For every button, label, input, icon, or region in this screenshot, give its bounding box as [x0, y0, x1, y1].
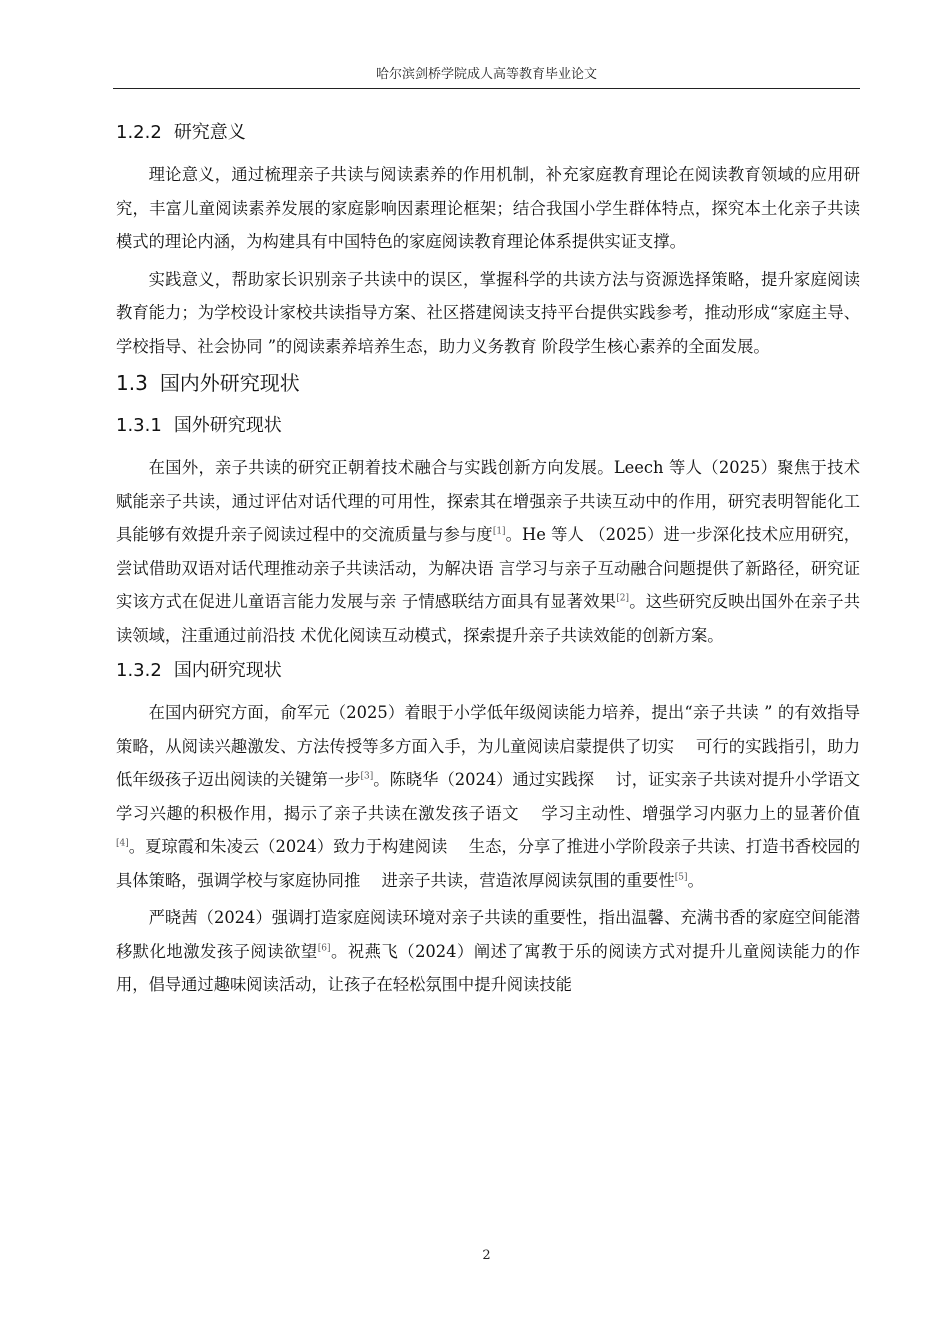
main-content	[116, 118, 860, 1006]
text-run: 。这些研究反映出国外在亲子共读领域，注重通过前沿技 术优化阅读互动模式，探索提升亲子共读效能的创新方案。	[116, 592, 860, 645]
paragraph-domestic-research-continued	[116, 901, 860, 1002]
paragraph-practical-significance: 实践意义，帮助家长识别亲子共读中的误区，掌握科学的共读方法与资源选择策略，提升家庭阅读教育能力；为学校设计家校共读指导方案、社区搭建阅读支持平台提供实践参考，推动形成“家庭主导、学校指导、社会协同 ”的阅读素养培养生态，助力义务教育 阶段学生核心素养的全面发展。	[116, 269, 860, 356]
section-heading-1-3	[116, 367, 860, 399]
section-title: 国内外研究现状	[159, 371, 300, 395]
section-number: 1.2.2	[116, 122, 162, 143]
section-heading-1-2-2	[116, 118, 860, 148]
section-number: 1.3	[116, 371, 148, 395]
text-run: 在国外，亲子共读的研究正朝着技术融合与实践创新方向发展。Leech 等人（2025）聚焦于技术赋能亲子共读，通过评估对话代理的可用性，探索其在增强亲子共读互动中的作用，研究表明智能化工具能够有效提升亲子阅读过程中的交流质量与参与度	[116, 458, 860, 544]
section-number: 1.3.1	[116, 415, 162, 436]
page-number: 2	[482, 1248, 491, 1263]
text-run: 。陈晓华（2024）通过实践探 讨，证实亲子共读对提升小学语文学习兴趣的积极作用，揭示了亲子共读在激发孩子语文 学习主动性、增强学习内驱力上的显著价值	[116, 770, 860, 823]
text-run: 。祝燕飞（2024）阐述了寓教于乐的阅读方式对提升儿童阅读能力的作用，倡导通过趣味阅读活动，让孩子在轻松氛围中提升阅读技能	[116, 941, 860, 994]
text-run: 严晓茜（2024）强调打造家庭阅读环境对亲子共读的重要性，指出温馨、充满书香的家庭空间能潜移默化地激发孩子阅读欲望	[116, 908, 860, 961]
section-heading-1-3-1	[116, 411, 860, 441]
section-heading-1-3-2	[116, 656, 860, 686]
citation: [4]	[116, 838, 129, 849]
text-run: 。He 等人 （2025）进一步深化技术应用研究，尝试借助双语对话代理推动亲子共读活动，为解决语 言学习与亲子互动融合问题提供了新路径，研究证实该方式在促进儿童语言能力发展与亲 子情感联结方面具有显著效果	[116, 525, 860, 611]
citation: [6]	[317, 943, 331, 954]
section-title: 国外研究现状	[173, 415, 282, 436]
citation: [2]	[616, 593, 630, 604]
page-header: 哈尔滨剑桥学院成人高等教育毕业论文	[375, 67, 597, 82]
text-run: 在国内研究方面，俞军元（2025）着眼于小学低年级阅读能力培养，提出“亲子共读 ” 的有效指导策略，从阅读兴趣激发、方法传授等多方面入手，为儿童阅读启蒙提供了切实 可行的实践指引，助力低年级孩子迈出阅读的关键第一步	[116, 703, 860, 789]
paragraph-foreign-research	[116, 451, 860, 652]
text-run: 。夏琼霞和朱凌云（2024）致力于构建阅读 生态，分享了推进小学阶段亲子共读、打造书香校园的具体策略，强调学校与家庭协同推 进亲子共读，营造浓厚阅读氛围的重要性	[116, 837, 860, 890]
section-title: 国内研究现状	[173, 660, 282, 681]
citation: [5]	[674, 872, 688, 883]
paragraph-domestic-research	[116, 696, 860, 897]
section-number: 1.3.2	[116, 660, 162, 681]
header-divider	[113, 88, 860, 89]
section-title: 研究意义	[173, 122, 246, 143]
citation: [1]	[492, 526, 506, 537]
text-run: 。	[687, 870, 704, 890]
citation: [3]	[360, 771, 374, 782]
paragraph-theoretical-significance: 理论意义，通过梳理亲子共读与阅读素养的作用机制，补充家庭教育理论在阅读教育领域的应用研究，丰富儿童阅读素养发展的家庭影响因素理论框架；结合我国小学生群体特点，探究本土化亲子共读模式的理论内涵，为构建具有中国特色的家庭阅读教育理论体系提供实证支撑。	[116, 165, 860, 251]
